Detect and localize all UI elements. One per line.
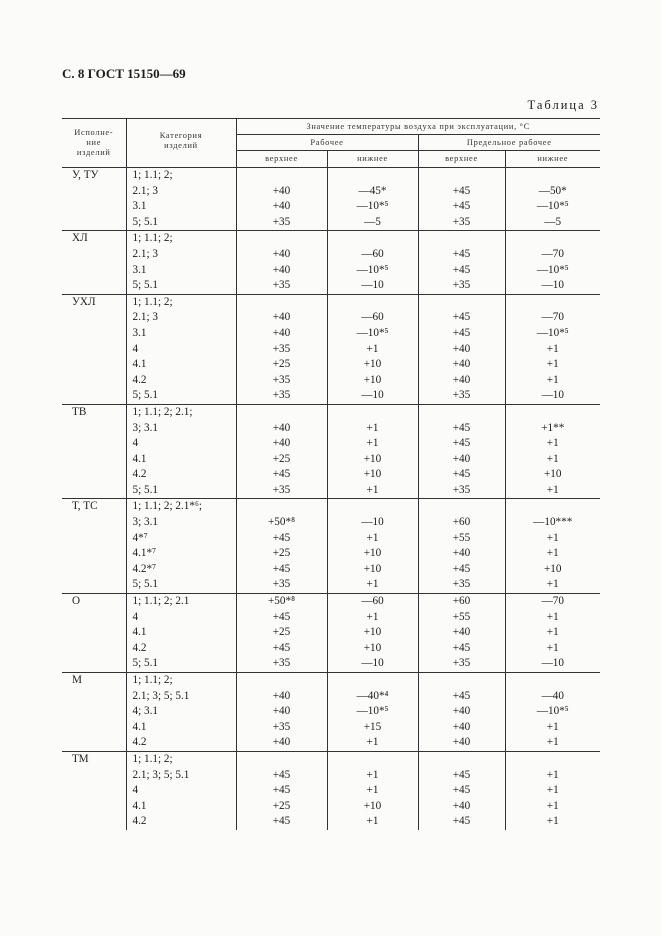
- table-value: —10: [541, 279, 564, 292]
- cell-working-lower: [327, 231, 418, 294]
- table-value: +45: [452, 689, 471, 702]
- header-version-label: Исполне- ние изделий: [74, 128, 114, 157]
- table-value: [506, 168, 601, 184]
- table-value: 4.1: [132, 720, 147, 733]
- cell-limit-upper: [418, 231, 505, 294]
- table-value: +10: [363, 626, 382, 639]
- table-value: +40: [272, 705, 291, 718]
- table-value: 3; 3.1: [132, 516, 158, 529]
- version-label: ХЛ: [72, 232, 88, 245]
- table-value: 5; 5.1: [132, 657, 158, 670]
- table-value: 5; 5.1: [132, 215, 158, 228]
- table-value: +45: [452, 421, 471, 434]
- table-value: +1: [546, 768, 559, 781]
- cell-working-upper: [236, 499, 327, 594]
- table-value: +10: [363, 358, 382, 371]
- table-value: +35: [452, 483, 471, 496]
- table-value: [506, 231, 601, 247]
- cell-limit-lower: [505, 231, 600, 294]
- table-value: +45: [452, 641, 471, 654]
- table-body: [62, 168, 600, 830]
- table-value: +45: [272, 815, 291, 828]
- cell-limit-lower: [505, 499, 600, 594]
- table-value: [328, 752, 418, 768]
- table-value: +1: [366, 736, 379, 749]
- table-value: +40: [452, 358, 471, 371]
- table-value: [328, 673, 418, 689]
- table-value: +45: [272, 531, 291, 544]
- table-value: 3.1: [132, 200, 147, 213]
- table-value: +35: [452, 657, 471, 670]
- table-value: +1: [366, 531, 379, 544]
- table-value: [419, 231, 505, 247]
- cell-working-upper: [236, 404, 327, 499]
- cell-limit-lower: [505, 294, 600, 404]
- table-value: +1: [546, 578, 559, 591]
- table-value: —10*⁵: [536, 705, 569, 718]
- table-value: +35: [272, 279, 291, 292]
- header-category: [126, 119, 236, 168]
- table-value: +40: [452, 736, 471, 749]
- header-category-label: Категория изделий: [159, 131, 203, 150]
- table-value: +35: [272, 720, 291, 733]
- table-value: 5; 5.1: [132, 578, 158, 591]
- table-value: +35: [272, 389, 291, 402]
- cell-category: [126, 751, 236, 829]
- header-upper-limit: верхнее: [418, 151, 505, 168]
- table-value: —70: [541, 595, 564, 608]
- cell-limit-lower: [505, 594, 600, 673]
- table-value: 3; 3.1: [132, 421, 158, 434]
- table-value: +35: [452, 389, 471, 402]
- table-value: +40: [452, 720, 471, 733]
- table-value: +1: [366, 784, 379, 797]
- version-label: У, ТУ: [72, 169, 99, 181]
- cell-working-upper: [236, 231, 327, 294]
- table-value: —10: [361, 657, 384, 670]
- cell-version: [62, 594, 126, 673]
- table-value: +45: [452, 468, 471, 481]
- cell-working-upper: [236, 673, 327, 752]
- cell-limit-upper: [418, 673, 505, 752]
- table-value: +35: [272, 483, 291, 496]
- table-value: +1: [546, 483, 559, 496]
- cell-working-upper: [236, 751, 327, 829]
- table-value: 1; 1.1; 2; 2.1*⁶;: [132, 500, 202, 513]
- table-value: 4.1: [132, 626, 147, 639]
- cell-category: [126, 499, 236, 594]
- cell-limit-upper: [418, 294, 505, 404]
- table-value: 3.1: [132, 326, 147, 339]
- cell-working-lower: [327, 499, 418, 594]
- table-value: 4: [132, 784, 139, 797]
- cell-limit-upper: [418, 499, 505, 594]
- table-value: +1: [546, 815, 559, 828]
- table-value: +10: [363, 547, 382, 560]
- table-value: 4.1: [132, 799, 147, 812]
- header-temperature-group: Значение температуры воздуха при эксплуатации, °С: [236, 119, 600, 135]
- table-value: +45: [452, 562, 471, 575]
- version-label: ТВ: [72, 405, 87, 418]
- table-value: —5: [544, 215, 562, 228]
- table-value: +1: [546, 641, 559, 654]
- table-value: +1: [546, 373, 559, 386]
- cell-category: [126, 404, 236, 499]
- table-value: +1: [546, 342, 559, 355]
- cell-category: [126, 294, 236, 404]
- table-value: [237, 752, 327, 768]
- table-value: —60: [361, 247, 384, 260]
- table-value: —10*⁵: [536, 326, 569, 339]
- table-value: —45*: [358, 184, 387, 197]
- table-value: +25: [272, 358, 291, 371]
- cell-limit-lower: [505, 751, 600, 829]
- table-value: 4: [132, 610, 139, 623]
- table-row-group: [62, 168, 600, 231]
- version-label: ТМ: [72, 752, 89, 765]
- cell-limit-upper: [418, 594, 505, 673]
- table-value: 4.1: [132, 452, 147, 465]
- table-value: +10: [363, 799, 382, 812]
- table-value: +35: [452, 279, 471, 292]
- table-value: [328, 295, 418, 311]
- table-value: —40: [541, 689, 564, 702]
- table-value: —10*⁵: [536, 200, 569, 213]
- table-value: [419, 673, 505, 689]
- cell-working-lower: [327, 294, 418, 404]
- page-header: С. 8 ГОСТ 15150—69: [62, 66, 186, 81]
- table-value: [419, 499, 505, 515]
- table-value: 4.2: [132, 373, 147, 386]
- table-value: +25: [272, 626, 291, 639]
- table-value: +25: [272, 452, 291, 465]
- cell-working-lower: [327, 168, 418, 231]
- table-value: [419, 168, 505, 184]
- table-value: +1: [366, 815, 379, 828]
- table-value: +40: [272, 311, 291, 324]
- table-value: +25: [272, 799, 291, 812]
- table-value: 2.1; 3; 5; 5.1: [132, 768, 190, 781]
- cell-limit-lower: [505, 673, 600, 752]
- table-value: 1; 1.1; 2; 2.1;: [132, 405, 193, 418]
- cell-working-upper: [236, 168, 327, 231]
- cell-category: [126, 594, 236, 673]
- table-value: [237, 499, 327, 515]
- table-value: 4: [132, 342, 139, 355]
- table-value: +45: [452, 437, 471, 450]
- table-value: —50*: [538, 184, 567, 197]
- table-value: +10: [363, 468, 382, 481]
- cell-working-lower: [327, 673, 418, 752]
- table-value: [237, 295, 327, 311]
- table-value: +35: [452, 215, 471, 228]
- table-row-group: [62, 404, 600, 499]
- table-value: +45: [452, 263, 471, 276]
- table-value: +40: [452, 373, 471, 386]
- table-value: 4; 3.1: [132, 705, 158, 718]
- table-value: +1: [546, 784, 559, 797]
- table-value: [506, 405, 601, 421]
- table-value: —60: [361, 311, 384, 324]
- table-value: +1: [366, 768, 379, 781]
- table-value: +1: [366, 578, 379, 591]
- table-value: 2.1; 3; 5; 5.1: [132, 689, 190, 702]
- table-value: +40: [272, 326, 291, 339]
- cell-version: [62, 231, 126, 294]
- table-value: +40: [272, 263, 291, 276]
- table-value: +1: [366, 483, 379, 496]
- table-value: +40: [452, 799, 471, 812]
- table-value: +1: [546, 437, 559, 450]
- table-value: —10*⁵: [356, 705, 389, 718]
- table-value: [328, 405, 418, 421]
- cell-version: [62, 168, 126, 231]
- table-value: —10: [361, 389, 384, 402]
- table-value: +35: [272, 342, 291, 355]
- table-value: —10: [361, 516, 384, 529]
- table-value: 5; 5.1: [132, 279, 158, 292]
- table-value: +1: [546, 547, 559, 560]
- table-value: +35: [272, 578, 291, 591]
- cell-version: [62, 499, 126, 594]
- table-value: +1: [546, 452, 559, 465]
- version-label: УХЛ: [72, 295, 96, 308]
- table-value: +45: [452, 247, 471, 260]
- table-value: 1; 1.1; 2;: [132, 232, 173, 245]
- cell-category: [126, 168, 236, 231]
- table-value: +45: [452, 815, 471, 828]
- table-value: +45: [452, 784, 471, 797]
- header-working: Рабочее: [236, 135, 418, 151]
- table-value: +45: [272, 468, 291, 481]
- table-value: 5; 5.1: [132, 389, 158, 402]
- version-label: Т, ТС: [72, 500, 98, 513]
- table-value: [328, 499, 418, 515]
- cell-version: [62, 673, 126, 752]
- table-value: —5: [364, 215, 381, 228]
- table-value: +10: [544, 562, 562, 575]
- table-value: +1: [366, 421, 379, 434]
- table-value: +35: [272, 215, 291, 228]
- table-value: +10: [544, 468, 562, 481]
- table-value: —10: [541, 389, 564, 402]
- table-value: 4.2: [132, 736, 147, 749]
- table-value: [506, 752, 601, 768]
- temperature-table: [62, 118, 600, 830]
- cell-version: [62, 404, 126, 499]
- cell-limit-upper: [418, 168, 505, 231]
- table-value: +1: [366, 610, 379, 623]
- table-value: +40: [452, 705, 471, 718]
- table-value: +40: [452, 547, 471, 560]
- table-value: —10*⁵: [356, 326, 389, 339]
- table-value: +45: [272, 784, 291, 797]
- cell-working-upper: [236, 294, 327, 404]
- table-value: [237, 168, 327, 184]
- table-value: [419, 752, 505, 768]
- table-value: 2.1; 3: [132, 311, 158, 324]
- table-value: —10*⁵: [356, 200, 389, 213]
- table-value: 4*⁷: [132, 531, 148, 544]
- table-value: +35: [272, 657, 291, 670]
- table-value: —40*⁴: [356, 689, 389, 702]
- table-value: +1: [546, 720, 559, 733]
- table-value: +10: [363, 641, 382, 654]
- table-value: +40: [272, 200, 291, 213]
- table-value: +50*⁸: [268, 516, 295, 529]
- header-lower-limit: нижнее: [505, 151, 600, 168]
- table-value: —10: [361, 279, 384, 292]
- table-value: +45: [452, 200, 471, 213]
- cell-category: [126, 231, 236, 294]
- table-value: +55: [452, 610, 471, 623]
- table-value: [237, 405, 327, 421]
- cell-working-lower: [327, 594, 418, 673]
- table-value: +1: [546, 610, 559, 623]
- table-value: —60: [361, 595, 384, 608]
- table-value: [506, 295, 601, 311]
- cell-limit-upper: [418, 751, 505, 829]
- cell-limit-lower: [505, 404, 600, 499]
- table-value: 1; 1.1; 2;: [132, 169, 173, 181]
- table-value: +10: [363, 373, 382, 386]
- table-value: 3.1: [132, 263, 147, 276]
- table-row-group: [62, 294, 600, 404]
- table-value: +45: [452, 311, 471, 324]
- table-row-group: [62, 673, 600, 752]
- table-value: +45: [272, 641, 291, 654]
- table-row-group: [62, 499, 600, 594]
- table-value: +60: [452, 516, 471, 529]
- table-value: +40: [272, 421, 291, 434]
- cell-limit-upper: [418, 404, 505, 499]
- table-value: [419, 405, 505, 421]
- table-value: 1; 1.1; 2;: [132, 752, 173, 765]
- header-version: [62, 119, 126, 168]
- table-value: 2.1; 3: [132, 184, 158, 197]
- header-lower: нижнее: [327, 151, 418, 168]
- table-value: 4.1*⁷: [132, 547, 156, 560]
- table-value: 4.2: [132, 641, 147, 654]
- table-value: +45: [452, 326, 471, 339]
- cell-version: [62, 751, 126, 829]
- table-value: 2.1; 3: [132, 247, 158, 260]
- version-label: М: [72, 674, 82, 686]
- table-value: +45: [452, 768, 471, 781]
- table-value: +40: [452, 342, 471, 355]
- table-value: +40: [272, 247, 291, 260]
- table-value: +50*⁸: [268, 595, 295, 608]
- table-value: [328, 231, 418, 247]
- table-value: +45: [272, 562, 291, 575]
- table-value: +1: [366, 342, 379, 355]
- table-value: +40: [272, 736, 291, 749]
- cell-version: [62, 294, 126, 404]
- version-label: О: [72, 595, 81, 608]
- table-value: +10: [363, 562, 382, 575]
- table-row-group: [62, 231, 600, 294]
- table-value: [419, 295, 505, 311]
- table-value: +1: [366, 437, 379, 450]
- table-row-group: [62, 751, 600, 829]
- table-value: +10: [363, 452, 382, 465]
- table-value: +45: [272, 768, 291, 781]
- table-value: —10***: [533, 516, 573, 529]
- cell-category: [126, 673, 236, 752]
- table-value: +1: [546, 799, 559, 812]
- table-value: —10*⁵: [356, 263, 389, 276]
- table-value: [328, 168, 418, 184]
- table-value: +40: [452, 626, 471, 639]
- table-value: 1; 1.1; 2; 2.1: [132, 595, 190, 608]
- table-value: 5; 5.1: [132, 483, 158, 496]
- table-value: +1**: [541, 421, 565, 434]
- table-value: 1; 1.1; 2;: [132, 674, 173, 686]
- table-value: +1: [546, 531, 559, 544]
- cell-limit-lower: [505, 168, 600, 231]
- table-value: +40: [452, 452, 471, 465]
- table-value: +40: [272, 184, 291, 197]
- table-value: —10*⁵: [536, 263, 569, 276]
- table-value: +35: [272, 373, 291, 386]
- table-value: +45: [272, 610, 291, 623]
- table-value: —70: [541, 311, 564, 324]
- cell-working-lower: [327, 751, 418, 829]
- table-value: +1: [546, 626, 559, 639]
- table-value: 1; 1.1; 2;: [132, 295, 173, 308]
- table-value: 4.2: [132, 815, 147, 828]
- table-value: +40: [272, 437, 291, 450]
- table-value: +1: [546, 358, 559, 371]
- table-value: +15: [363, 720, 382, 733]
- table-value: 4: [132, 437, 139, 450]
- header-upper: верхнее: [236, 151, 327, 168]
- table-value: +60: [452, 595, 471, 608]
- table-label: Таблица 3: [527, 98, 599, 112]
- table-value: +40: [272, 689, 291, 702]
- table-value: [506, 673, 601, 689]
- table-value: 4.2*⁷: [132, 562, 156, 575]
- table-value: —70: [541, 247, 564, 260]
- table-row-group: [62, 594, 600, 673]
- cell-working-lower: [327, 404, 418, 499]
- table-value: +1: [546, 736, 559, 749]
- table-value: +55: [452, 531, 471, 544]
- header-limit-working: Предельное рабочее: [418, 135, 600, 151]
- cell-working-upper: [236, 594, 327, 673]
- table-value: 4.2: [132, 468, 147, 481]
- table-value: [237, 231, 327, 247]
- table-value: +25: [272, 547, 291, 560]
- table-value: 4.1: [132, 358, 147, 371]
- table-value: +35: [452, 578, 471, 591]
- table-value: —10: [541, 657, 564, 670]
- table-value: [237, 673, 327, 689]
- table-value: +45: [452, 184, 471, 197]
- table-value: [506, 499, 601, 515]
